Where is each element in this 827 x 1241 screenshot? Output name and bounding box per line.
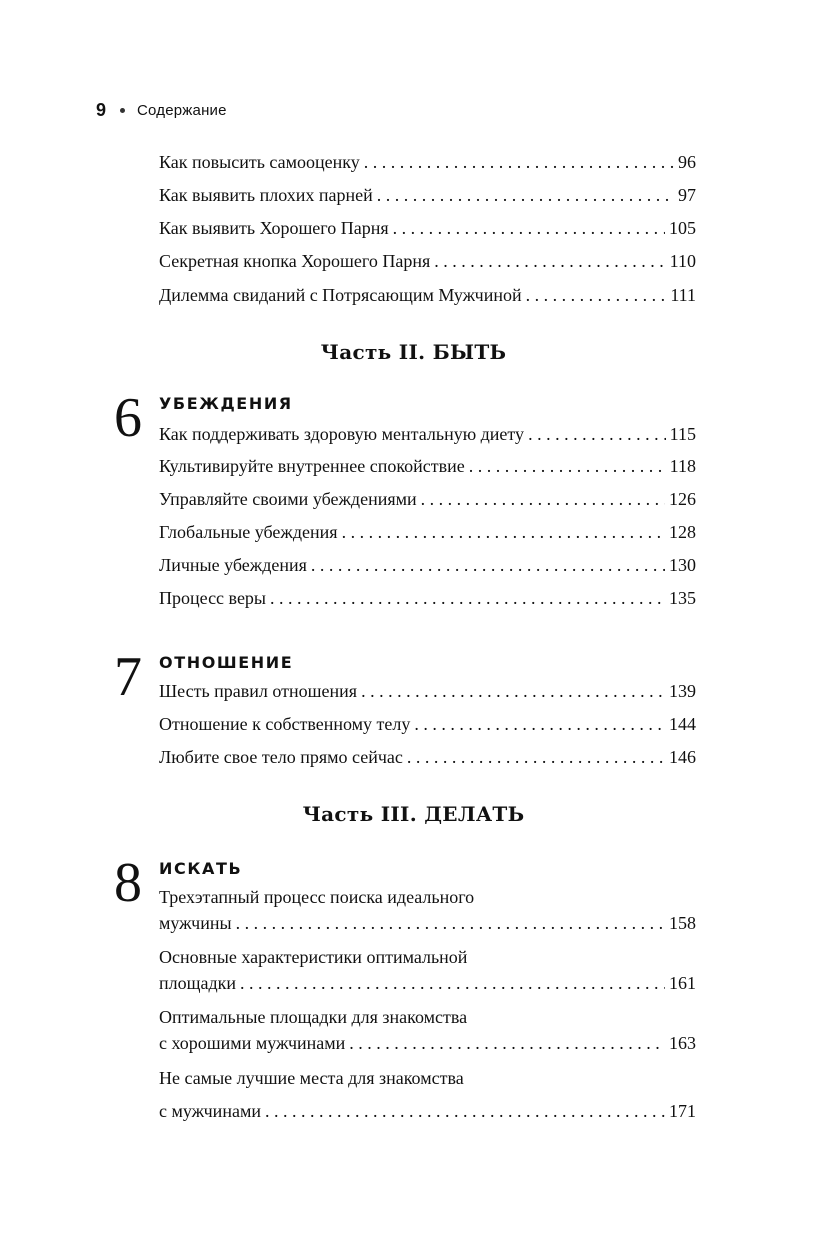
toc-entry[interactable]	[159, 679, 696, 703]
toc-entry-title: Отношение к собственному телу	[159, 714, 411, 734]
toc-entry-page: 161	[669, 973, 696, 993]
dot-leader	[311, 553, 665, 577]
toc-entry-page: 163	[669, 1033, 696, 1053]
toc-entry[interactable]	[159, 283, 696, 307]
dot-leader	[407, 745, 665, 769]
toc-entry-title: Личные убеждения	[159, 555, 307, 575]
page-number: 9	[96, 99, 107, 120]
chapter-number: 8	[114, 852, 142, 914]
part-heading: Часть III. ДЕЛАТЬ	[302, 802, 525, 826]
toc-entry-title: Основные характеристики оптимальной	[159, 947, 468, 967]
dot-leader	[270, 586, 665, 610]
toc-entry-title: Как поддерживать здоровую ментальную диету	[159, 424, 525, 444]
chapter-number: 6	[114, 387, 142, 449]
toc-entry[interactable]	[159, 1066, 696, 1123]
toc-entry-page: 97	[678, 185, 696, 205]
running-title: Содержание	[137, 101, 227, 119]
dot-leader	[414, 712, 665, 736]
toc-entry-title: Не самые лучшие места для знакомства	[159, 1068, 464, 1088]
toc-entry[interactable]	[159, 183, 696, 207]
dot-leader	[265, 1099, 665, 1123]
toc-entry-page: 96	[678, 152, 696, 172]
dot-leader	[240, 971, 665, 995]
dot-leader	[393, 216, 665, 240]
toc-entry-page: 135	[669, 588, 696, 608]
dot-leader	[361, 679, 665, 703]
toc-entry-page: 144	[669, 714, 696, 734]
running-header	[96, 98, 227, 122]
toc-entry[interactable]	[159, 1005, 696, 1055]
toc-entry[interactable]	[159, 249, 696, 273]
toc-entry-title-cont: мужчины	[159, 913, 232, 933]
bullet-separator	[120, 108, 125, 113]
toc-entry-title: Как выявить плохих парней	[159, 185, 373, 205]
chapter-number: 7	[114, 646, 142, 708]
toc-entry-page: 158	[669, 913, 696, 933]
toc-entry[interactable]	[159, 745, 696, 769]
toc-entry[interactable]	[159, 454, 696, 478]
toc-entry-title: Как повысить самооценку	[159, 152, 360, 172]
toc-entry-page: 171	[669, 1101, 696, 1121]
toc-entry[interactable]	[159, 150, 696, 174]
toc-entry[interactable]	[159, 487, 696, 511]
dot-leader	[528, 422, 666, 446]
toc-entry-title: Процесс веры	[159, 588, 267, 608]
dot-leader	[421, 487, 665, 511]
toc-entry-title: Трехэтапный процесс поиска идеального	[159, 887, 475, 907]
toc-entry[interactable]	[159, 712, 696, 736]
dot-leader	[469, 454, 666, 478]
toc-entry[interactable]	[159, 422, 696, 446]
toc-entry-page: 118	[669, 456, 696, 476]
toc-entry-title: Оптимальные площадки для знакомства	[159, 1007, 468, 1027]
toc-entry-title-cont: с мужчинами	[159, 1101, 261, 1121]
dot-leader	[342, 520, 665, 544]
toc-entry-title: Дилемма свиданий с Потрясающим Мужчиной	[159, 285, 522, 305]
toc-entry-page: 128	[669, 522, 696, 542]
toc-entry-title: Секретная кнопка Хорошего Парня	[159, 251, 431, 271]
toc-entry[interactable]	[159, 586, 696, 610]
toc-entry[interactable]	[159, 553, 696, 577]
toc-entry-title-cont: площадки	[159, 973, 237, 993]
toc-entry-title: Шесть правил отношения	[159, 681, 358, 701]
toc-entry-page: 146	[669, 747, 696, 767]
dot-leader	[364, 150, 674, 174]
toc-entry-title: Управляйте своими убеждениями	[159, 489, 417, 509]
toc-entry-page: 105	[669, 218, 696, 238]
toc-entry-title: Глобальные убеждения	[159, 522, 338, 542]
chapter-title: УБЕЖДЕНИЯ	[159, 394, 293, 413]
chapter-title: ОТНОШЕНИЕ	[159, 653, 294, 672]
toc-entry[interactable]	[159, 520, 696, 544]
toc-entry-page: 111	[670, 285, 696, 305]
toc-entry-page: 130	[669, 555, 696, 575]
dot-leader	[236, 911, 665, 935]
toc-entry-title-cont: с хорошими мужчинами	[159, 1033, 346, 1053]
part-heading: Часть II. БЫТЬ	[320, 340, 507, 364]
toc-entry-title: Культивируйте внутреннее спокойствие	[159, 456, 465, 476]
toc-entry-page: 126	[669, 489, 696, 509]
toc-entry-page: 139	[669, 681, 696, 701]
dot-leader	[434, 249, 665, 273]
dot-leader	[377, 183, 674, 207]
toc-entry[interactable]	[159, 216, 696, 240]
toc-entry[interactable]	[159, 885, 696, 935]
dot-leader	[349, 1031, 665, 1055]
toc-entry-title: Как выявить Хорошего Парня	[159, 218, 389, 238]
chapter-title: ИСКАТЬ	[159, 859, 243, 878]
toc-entry-title: Любите свое тело прямо сейчас	[159, 747, 403, 767]
dot-leader	[526, 283, 667, 307]
toc-entry-page: 115	[669, 424, 696, 444]
toc-entry-page: 110	[669, 251, 696, 271]
toc-entry[interactable]	[159, 945, 696, 995]
